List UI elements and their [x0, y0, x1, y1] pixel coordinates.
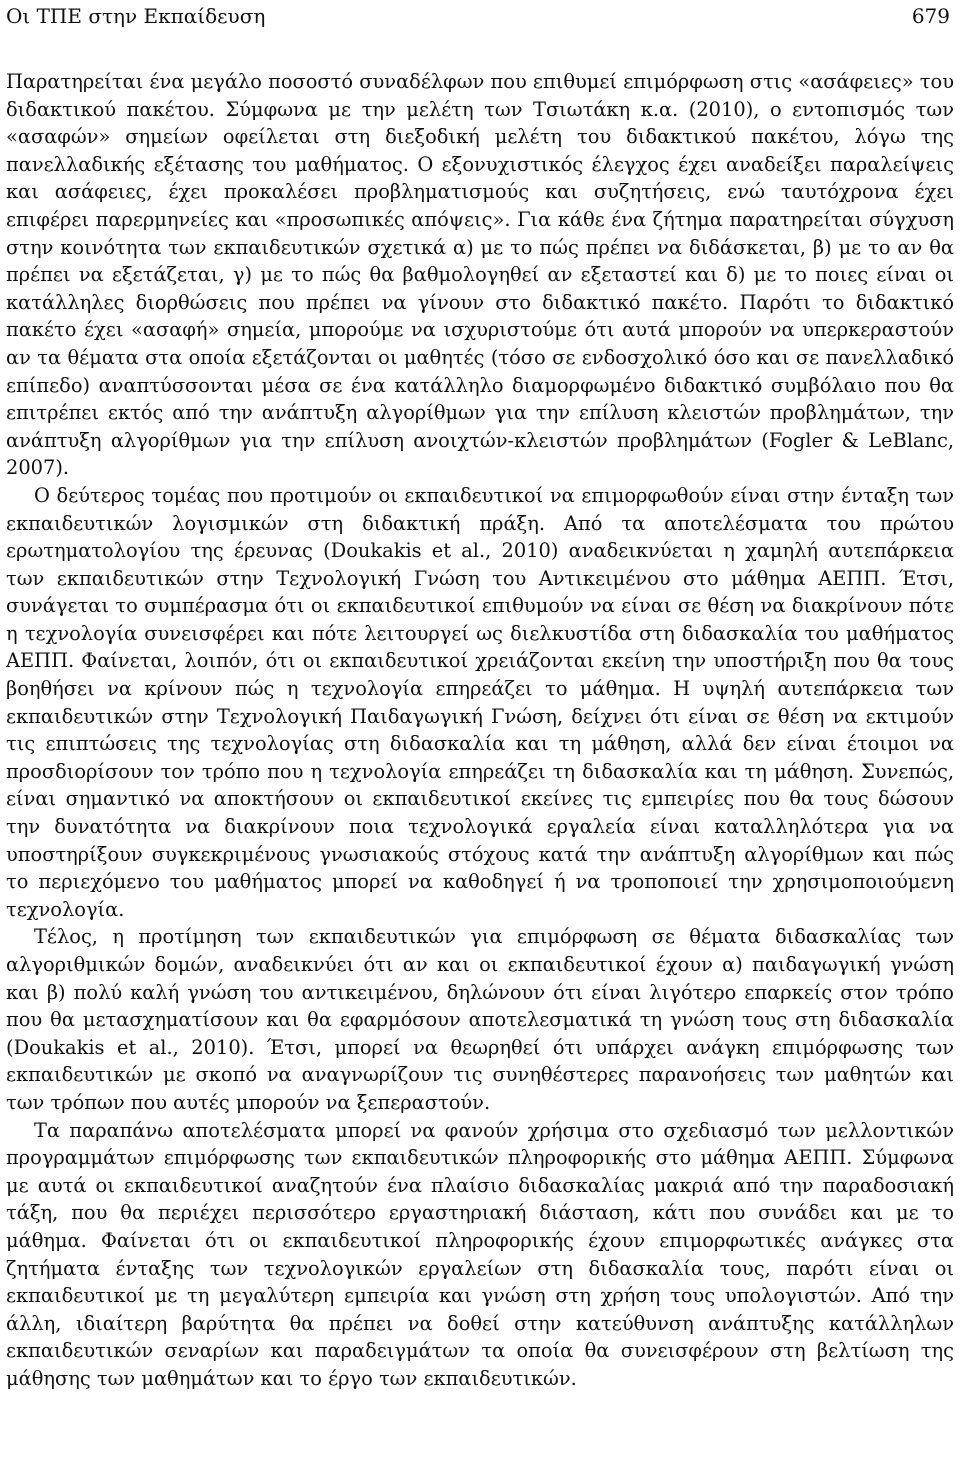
paragraph: Τέλος, η προτίμηση των εκπαιδευτικών για επιμόρφωση σε θέματα διδασκαλίας των αλγοριθμικών δομών, αναδεικνύει ότι αν και οι εκπαιδευτικοί έχουν α) παιδαγωγική γνώση και β) πολύ καλή γνώση του αντικειμένου, δηλώνουν ότι είναι λιγότερο επαρκείς στον τρόπο που θα μετασχηματίσουν και θα εφαρμόσουν αποτελεσματικά τη γνώση τους στη διδασκαλία (Doukakis et al., 2010). Έτσι, μπορεί να θεωρηθεί ότι υπάρχει ανάγκη επιμόρφωσης των εκπαιδευτικών με σκοπό να αναγνωρίζουν τις συνηθέστερες παρανοήσεις των μαθητών και των τρόπων που αυτές μπορούν να ξεπεραστούν.: [6, 925, 954, 1114]
paragraph: Τα παραπάνω αποτελέσματα μπορεί να φανούν χρήσιμα στο σχεδιασμό των μελλοντικών προγραμμάτων επιμόρφωσης των εκπαιδευτικών πληροφορικής στο μάθημα ΑΕΠΠ. Σύμφωνα με αυτά οι εκπαιδευτικοί αναζητούν ένα πλαίσιο διδασκαλίας μακριά από την παραδοσιακή τάξη, που θα περιέχει περισσότερο εργαστηριακή διάσταση, κάτι που συνάδει και με το μάθημα. Φαίνεται ότι οι εκπαιδευτικοί πληροφορικής έχουν επιμορφωτικές ανάγκες στα ζητήματα ένταξης των τεχνολογικών εργαλείων στη διδασκαλία τους, παρότι είναι οι εκπαιδευτικοί με τη μεγαλύτερη εμπειρία και γνώση στη χρήση τους υπολογιστών. Από την άλλη, ιδιαίτερη βαρύτητα θα πρέπει να δοθεί στην κατεύθυνση ανάπτυξης κατάλληλων εκπαιδευτικών σεναρίων και παραδειγμάτων τα οποία θα συνεισφέρουν στη βελτίωση της μάθησης των μαθημάτων και το έργο των εκπαιδευτικών.: [6, 1118, 954, 1390]
running-title: Οι ΤΠΕ στην Εκπαίδευση: [6, 4, 266, 28]
page-number: 679: [911, 4, 950, 28]
paragraph: Ο δεύτερος τομέας που προτιμούν οι εκπαιδευτικοί να επιμορφωθούν είναι στην ένταξη των εκπαιδευτικών λογισμικών στη διδακτική πράξη. Από τα αποτελέσματα του πρώτου ερωτηματολογίου της έρευνας (Doukakis et al., 2010) αναδεικνύεται η χαμηλή αυτεπάρκεια των εκπαιδευτικών στην Τεχνολογική Γνώση του Αντικειμένου στο μάθημα ΑΕΠΠ. Έτσι, συνάγεται το συμπέρασμα ότι οι εκπαιδευτικοί επιθυμούν να είναι σε θέση να διακρίνουν πότε η τεχνολογία συνεισφέρει και πότε λειτουργεί ως διελκυστίδα στη διδασκαλία του μαθήματος ΑΕΠΠ. Φαίνεται, λοιπόν, ότι οι εκπαιδευτικοί χρειάζονται εκείνη την υποστήριξη που θα τους βοηθήσει να κρίνουν πώς η τεχνολογία επηρεάζει το μάθημα. Η υψηλή αυτεπάρκεια των εκπαιδευτικών στην Τεχνολογική Παιδαγωγική Γνώση, δείχνει ότι είναι σε θέση να εκτιμούν τις επιπτώσεις της τεχνολογίας στη διδασκαλία και τη μάθηση, αλλά δεν είναι έτοιμοι να προσδιορίσουν τον τρόπο που η τεχνολογία επηρεάζει τη διδασκαλία και τη μάθηση. Συνεπώς, είναι σημαντικό να αποκτήσουν οι εκπαιδευτικοί εκείνες τις εμπειρίες που θα τους δώσουν την δυνατότητα να διακρίνουν ποια τεχνολογικά εργαλεία είναι καταλληλότερα για να υποστηρίξουν συγκεκριμένους γνωσιακούς στόχους κατά την ανάπτυξη αλγορίθμων και πώς το περιεχόμενο του μαθήματος μπορεί να καθοδηγεί ή να τροποποιεί την χρησιμοποιούμενη τεχνολογία.: [6, 483, 954, 921]
paragraph: Παρατηρείται ένα μεγάλο ποσοστό συναδέλφων που επιθυμεί επιμόρφωση στις «ασάφειες» του διδακτικού πακέτου. Σύμφωνα με την μελέτη των Τσιωτάκη κ.α. (2010), ο εντοπισμός των «ασαφών» σημείων οφείλεται στη διεξοδική μελέτη του διδακτικού πακέτου, λόγω της πανελλαδικής εξέτασης του μαθήματος. Ο εξονυχιστικός έλεγχος έχει αναδείξει παραλείψεις και ασάφειες, έχει προκαλέσει προβληματισμούς και συζητήσεις, ενώ ταυτόχρονα έχει επιφέρει παρερμηνείες και «προσωπικές απόψεις». Για κάθε ένα ζήτημα παρατηρείται σύγχυση στην κοινότητα των εκπαιδευτικών σχετικά α) με το πώς πρέπει να διδάσκεται, β) με το αν θα πρέπει να εξετάζεται, γ) με το πώς θα βαθμολογηθεί αν εξεταστεί και δ) με το ποιες είναι οι κατάλληλες διορθώσεις που πρέπει να γίνουν στο διδακτικό πακέτο. Παρότι το διδακτικό πακέτο έχει «ασαφή» σημεία, μπορούμε να ισχυριστούμε ότι αυτά μπορούν να υπερκεραστούν αν τα θέματα στα οποία εξετάζονται οι μαθητές (τόσο σε ενδοσχολικό όσο και σε πανελλαδικό επίπεδο) αναπτύσσονται μέσα σε ένα κατάλληλο διαμορφωμένο διδακτικό συμβόλαιο που θα επιτρέπει εκτός από την ανάπτυξη αλγορίθμων για την επίλυση κλειστών προβλημάτων, την ανάπτυξη αλγορίθμων για την επίλυση ανοιχτών-κλειστών προβλημάτων (Fogler & LeBlanc, 2007).: [6, 70, 954, 480]
page-header: [6, 4, 950, 28]
body-text: [6, 68, 954, 1393]
